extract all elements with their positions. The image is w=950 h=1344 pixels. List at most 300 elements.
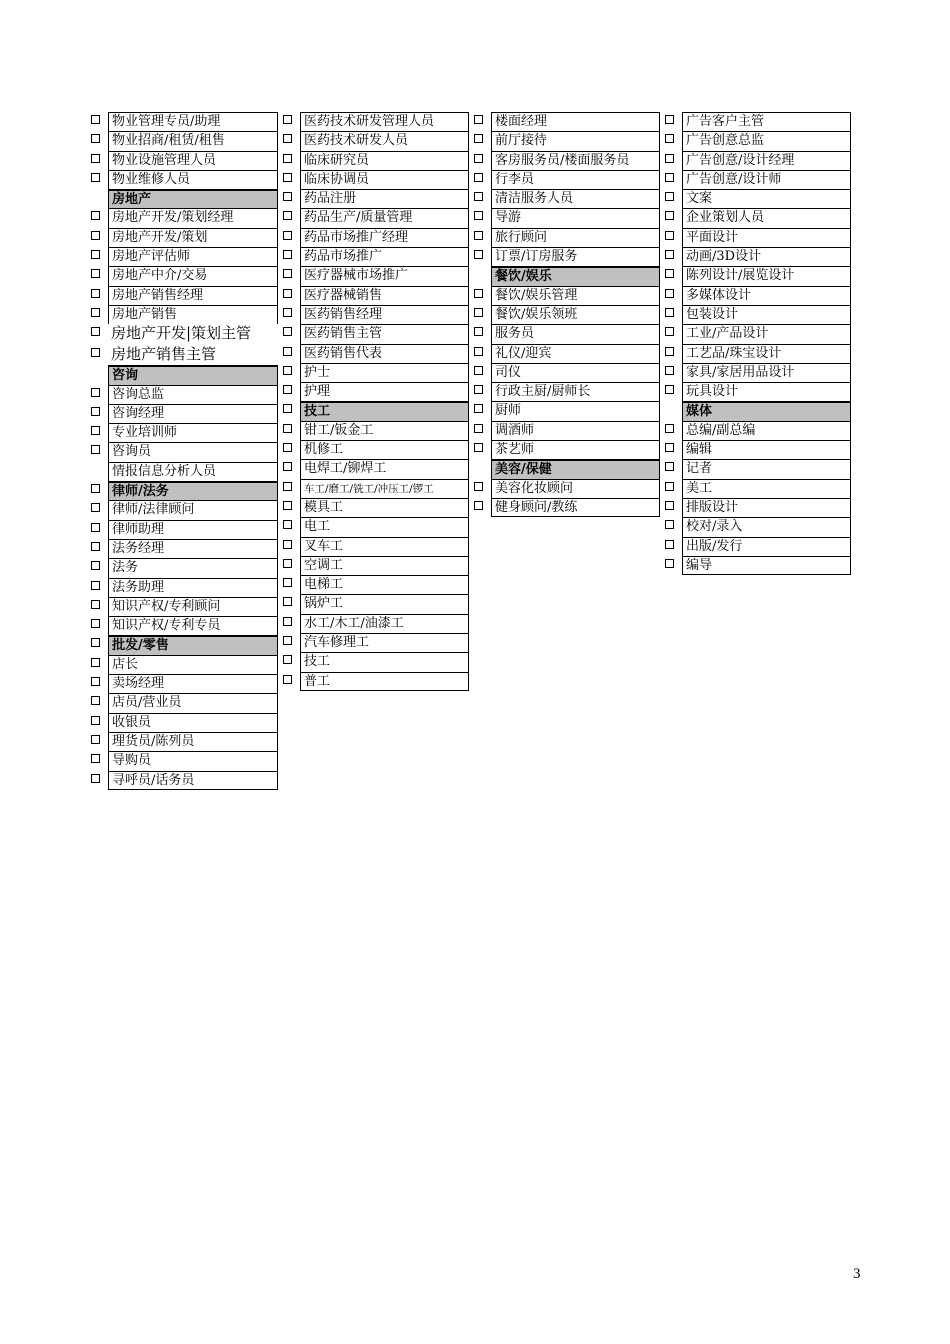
checkbox[interactable] [665, 366, 674, 375]
job-option-label: 前厅接待 [491, 131, 660, 150]
checkbox[interactable] [91, 716, 100, 725]
job-option-label: 咨询员 [108, 442, 278, 461]
checkbox[interactable] [665, 154, 674, 163]
job-option-row[interactable] [300, 208, 469, 227]
job-option-label: 排版设计 [682, 498, 851, 517]
checkbox[interactable] [283, 462, 292, 471]
checkbox[interactable] [91, 561, 100, 570]
job-option-row[interactable] [108, 597, 278, 616]
job-option-row[interactable] [300, 537, 469, 556]
job-option-label: 服务员 [491, 324, 660, 343]
job-option-label: 法务助理 [108, 578, 278, 597]
checkbox[interactable] [283, 617, 292, 626]
checkbox[interactable] [91, 250, 100, 259]
job-option-row[interactable] [682, 151, 851, 170]
job-option-row[interactable] [300, 228, 469, 247]
checkbox[interactable] [474, 404, 483, 413]
checkbox[interactable] [283, 347, 292, 356]
checkbox[interactable] [665, 211, 674, 220]
job-option-row[interactable] [300, 151, 469, 170]
checkbox[interactable] [474, 501, 483, 510]
checkbox[interactable] [91, 484, 100, 493]
job-option-row[interactable] [300, 112, 469, 131]
checkbox[interactable] [665, 173, 674, 182]
job-option-row[interactable] [108, 345, 278, 366]
category-header-label: 餐饮/娱乐 [491, 266, 660, 285]
job-option-row[interactable] [682, 382, 851, 401]
checkbox[interactable] [283, 115, 292, 124]
job-option-row[interactable] [108, 324, 278, 345]
job-option-row[interactable] [108, 520, 278, 539]
checkbox[interactable] [283, 443, 292, 452]
checkbox[interactable] [474, 385, 483, 394]
job-option-label: 临床协调员 [300, 170, 469, 189]
job-option-row[interactable] [300, 305, 469, 324]
job-option-row[interactable] [108, 112, 278, 131]
job-option-label: 导购员 [108, 751, 278, 770]
checkbox[interactable] [91, 348, 100, 357]
job-option-label: 订票/订房服务 [491, 247, 660, 266]
job-option-row[interactable] [300, 633, 469, 652]
job-option-row[interactable] [300, 652, 469, 671]
checkbox[interactable] [665, 501, 674, 510]
job-option-row[interactable] [682, 517, 851, 536]
job-option-label: 广告创意/设计经理 [682, 151, 851, 170]
job-option-label: 机修工 [300, 440, 469, 459]
job-option-row[interactable] [300, 363, 469, 382]
job-option-row[interactable] [300, 672, 469, 691]
checkbox[interactable] [283, 173, 292, 182]
checkbox[interactable] [283, 482, 292, 491]
job-option-label: 礼仪/迎宾 [491, 344, 660, 363]
checkbox[interactable] [665, 482, 674, 491]
job-option-row[interactable] [300, 324, 469, 343]
category-header-row[interactable] [300, 401, 469, 420]
job-option-label: 电梯工 [300, 575, 469, 594]
job-option-row[interactable] [108, 500, 278, 519]
job-option-row[interactable] [108, 131, 278, 150]
job-option-row[interactable] [491, 208, 660, 227]
job-option-row[interactable] [491, 440, 660, 459]
job-option-row[interactable] [300, 459, 469, 478]
checkbox[interactable] [665, 540, 674, 549]
job-option-label: 家具/家居用品设计 [682, 363, 851, 382]
job-option-row[interactable] [108, 442, 278, 461]
checkbox[interactable] [665, 134, 674, 143]
job-option-row[interactable] [682, 498, 851, 517]
checkbox[interactable] [283, 404, 292, 413]
job-option-row[interactable] [108, 693, 278, 712]
checkbox[interactable] [91, 445, 100, 454]
category-header-label: 房地产 [108, 189, 278, 208]
category-header-row[interactable] [108, 635, 278, 654]
checkbox[interactable] [474, 211, 483, 220]
job-option-row[interactable] [300, 594, 469, 613]
job-option-label: 店长 [108, 655, 278, 674]
job-option-row[interactable] [108, 674, 278, 693]
checkbox[interactable] [91, 308, 100, 317]
job-option-row[interactable] [108, 732, 278, 751]
checkbox[interactable] [283, 501, 292, 510]
job-option-label: 专业培训师 [108, 423, 278, 442]
checkbox[interactable] [474, 173, 483, 182]
checkbox[interactable] [474, 424, 483, 433]
job-option-label: 理货员/陈列员 [108, 732, 278, 751]
job-option-label: 动画/3D设计 [682, 247, 851, 266]
job-option-row[interactable] [300, 498, 469, 517]
checkbox[interactable] [91, 619, 100, 628]
checkbox[interactable] [665, 192, 674, 201]
job-option-label: 编辑 [682, 440, 851, 459]
job-option-label: 房地产开发|策划主管 [111, 324, 252, 343]
checkbox[interactable] [474, 327, 483, 336]
job-option-row[interactable] [300, 170, 469, 189]
checkbox[interactable] [283, 655, 292, 664]
checkbox[interactable] [665, 231, 674, 240]
checkbox[interactable] [283, 211, 292, 220]
job-option-row[interactable] [491, 305, 660, 324]
job-option-label: 玩具设计 [682, 382, 851, 401]
job-option-label: 店员/营业员 [108, 693, 278, 712]
checkbox[interactable] [474, 347, 483, 356]
job-option-row[interactable] [108, 751, 278, 770]
job-option-row[interactable] [108, 558, 278, 577]
job-option-label: 护理 [300, 382, 469, 401]
job-option-row[interactable] [300, 556, 469, 575]
job-option-row[interactable] [682, 479, 851, 498]
job-option-label: 钳工/钣金工 [300, 421, 469, 440]
checkbox[interactable] [665, 269, 674, 278]
job-option-row[interactable] [300, 517, 469, 536]
job-option-row[interactable] [682, 112, 851, 131]
checkbox[interactable] [283, 675, 292, 684]
job-option-label: 房地产销售 [108, 305, 278, 324]
job-option-row[interactable] [682, 459, 851, 478]
job-option-row[interactable] [491, 401, 660, 420]
job-option-row[interactable] [108, 539, 278, 558]
job-option-label: 餐饮/娱乐领班 [491, 305, 660, 324]
job-option-label: 旅行顾问 [491, 228, 660, 247]
checkbox[interactable] [665, 347, 674, 356]
job-option-row[interactable] [682, 131, 851, 150]
job-option-label: 医药技术研发管理人员 [300, 112, 469, 131]
job-option-row[interactable] [491, 247, 660, 266]
checkbox[interactable] [91, 327, 100, 336]
job-option-label: 房地产中介/交易 [108, 266, 278, 285]
checkbox[interactable] [283, 231, 292, 240]
checkbox[interactable] [474, 366, 483, 375]
category-header-label: 批发/零售 [108, 635, 278, 654]
job-option-label: 导游 [491, 208, 660, 227]
checkbox[interactable] [91, 426, 100, 435]
job-option-row[interactable] [108, 771, 278, 790]
category-header-label: 咨询 [108, 365, 278, 384]
job-option-row[interactable] [682, 286, 851, 305]
checkbox[interactable] [283, 520, 292, 529]
checkbox[interactable] [91, 735, 100, 744]
job-option-row[interactable] [491, 228, 660, 247]
job-option-row[interactable] [300, 131, 469, 150]
checkbox[interactable] [665, 327, 674, 336]
checkbox[interactable] [91, 658, 100, 667]
job-option-row[interactable] [108, 385, 278, 404]
job-option-row[interactable] [682, 228, 851, 247]
checkbox[interactable] [91, 173, 100, 182]
category-header-label: 媒体 [682, 401, 851, 420]
checkbox[interactable] [283, 366, 292, 375]
checkbox[interactable] [283, 192, 292, 201]
checkbox[interactable] [474, 289, 483, 298]
checkbox[interactable] [91, 115, 100, 124]
checkbox[interactable] [91, 774, 100, 783]
checkbox[interactable] [474, 231, 483, 240]
job-category-column-1 [108, 112, 278, 790]
checkbox[interactable] [665, 443, 674, 452]
checkbox[interactable] [91, 231, 100, 240]
job-option-label: 企业策划人员 [682, 208, 851, 227]
job-option-row[interactable] [108, 151, 278, 170]
job-option-label: 记者 [682, 459, 851, 478]
job-option-row[interactable] [491, 344, 660, 363]
checkbox[interactable] [91, 134, 100, 143]
checkbox[interactable] [665, 250, 674, 259]
job-option-row [108, 462, 278, 481]
checkbox[interactable] [283, 540, 292, 549]
checkbox[interactable] [91, 154, 100, 163]
job-option-label: 总编/副总编 [682, 421, 851, 440]
job-option-label: 行政主厨/厨师长 [491, 382, 660, 401]
job-option-label: 医疗器械销售 [300, 286, 469, 305]
job-option-row[interactable] [300, 421, 469, 440]
job-option-row[interactable] [108, 266, 278, 285]
job-option-label: 房地产开发/策划 [108, 228, 278, 247]
job-option-row[interactable] [300, 247, 469, 266]
checkbox[interactable] [474, 482, 483, 491]
checkbox[interactable] [283, 636, 292, 645]
checkbox[interactable] [91, 638, 100, 647]
job-option-label: 编导 [682, 556, 851, 575]
job-option-label: 广告客户主管 [682, 112, 851, 131]
checkbox[interactable] [91, 503, 100, 512]
job-option-label: 物业招商/租赁/租售 [108, 131, 278, 150]
checkbox[interactable] [665, 424, 674, 433]
job-option-row[interactable] [682, 266, 851, 285]
checkbox[interactable] [91, 677, 100, 686]
job-option-row[interactable] [300, 344, 469, 363]
job-option-row[interactable] [682, 440, 851, 459]
job-option-row[interactable] [682, 363, 851, 382]
job-option-row[interactable] [108, 286, 278, 305]
category-header-label: 技工 [300, 401, 469, 420]
job-option-label: 工业/产品设计 [682, 324, 851, 343]
job-option-row[interactable] [491, 151, 660, 170]
checkbox[interactable] [283, 289, 292, 298]
job-option-label: 车工/磨工/铣工/冲压工/锣工 [300, 479, 469, 498]
checkbox[interactable] [665, 115, 674, 124]
checkbox[interactable] [91, 581, 100, 590]
checkbox[interactable] [283, 308, 292, 317]
checkbox[interactable] [283, 578, 292, 587]
checkbox[interactable] [474, 250, 483, 259]
job-option-label: 医药销售主管 [300, 324, 469, 343]
job-option-row[interactable] [108, 423, 278, 442]
job-option-label: 知识产权/专利顾问 [108, 597, 278, 616]
job-option-label: 广告创意/设计师 [682, 170, 851, 189]
checkbox[interactable] [91, 696, 100, 705]
job-option-row[interactable] [682, 324, 851, 343]
job-option-label: 法务 [108, 558, 278, 577]
job-option-label: 健身顾问/教练 [491, 498, 660, 517]
job-option-label: 物业管理专员/助理 [108, 112, 278, 131]
job-option-label: 陈列设计/展览设计 [682, 266, 851, 285]
checkbox[interactable] [283, 250, 292, 259]
job-option-label: 律师/法律顾问 [108, 500, 278, 519]
job-option-label: 药品市场推广 [300, 247, 469, 266]
checkbox[interactable] [283, 424, 292, 433]
job-category-column-4 [682, 112, 851, 575]
job-option-label: 药品市场推广经理 [300, 228, 469, 247]
checkbox[interactable] [283, 327, 292, 336]
job-option-row[interactable] [491, 382, 660, 401]
job-option-row[interactable] [682, 189, 851, 208]
job-option-row[interactable] [491, 421, 660, 440]
job-option-row[interactable] [108, 305, 278, 324]
checkbox[interactable] [665, 520, 674, 529]
job-category-column-3 [491, 112, 660, 517]
job-option-row[interactable] [108, 578, 278, 597]
category-header-row[interactable] [108, 481, 278, 500]
page-number: 3 [853, 1266, 861, 1282]
job-option-label: 法务经理 [108, 539, 278, 558]
job-option-row[interactable] [682, 208, 851, 227]
job-option-label: 餐饮/娱乐管理 [491, 286, 660, 305]
job-option-row[interactable] [682, 537, 851, 556]
job-option-row[interactable] [300, 614, 469, 633]
job-option-label: 锅炉工 [300, 594, 469, 613]
checkbox[interactable] [283, 597, 292, 606]
checkbox[interactable] [474, 154, 483, 163]
job-option-label: 校对/录入 [682, 517, 851, 536]
checkbox[interactable] [91, 407, 100, 416]
job-option-label: 律师助理 [108, 520, 278, 539]
job-option-row[interactable] [491, 170, 660, 189]
checkbox[interactable] [91, 211, 100, 220]
job-option-label: 行李员 [491, 170, 660, 189]
job-option-row[interactable] [300, 440, 469, 459]
checkbox[interactable] [474, 134, 483, 143]
job-option-label: 广告创意总监 [682, 131, 851, 150]
job-option-label: 包装设计 [682, 305, 851, 324]
job-option-label: 司仪 [491, 363, 660, 382]
job-option-row[interactable] [491, 363, 660, 382]
job-option-row[interactable] [108, 655, 278, 674]
checkbox[interactable] [665, 289, 674, 298]
job-option-row[interactable] [491, 189, 660, 208]
checkbox[interactable] [665, 559, 674, 568]
job-option-row[interactable] [300, 479, 469, 498]
job-option-label: 卖场经理 [108, 674, 278, 693]
job-option-row[interactable] [300, 575, 469, 594]
checkbox[interactable] [283, 269, 292, 278]
job-option-row[interactable] [108, 713, 278, 732]
job-option-label: 情报信息分析人员 [108, 462, 278, 481]
checkbox[interactable] [91, 754, 100, 763]
checkbox[interactable] [91, 388, 100, 397]
job-option-label: 出版/发行 [682, 537, 851, 556]
checkbox[interactable] [91, 289, 100, 298]
job-option-label: 模具工 [300, 498, 469, 517]
category-header-label: 律师/法务 [108, 481, 278, 500]
checkbox[interactable] [665, 308, 674, 317]
job-option-label: 水工/木工/油漆工 [300, 614, 469, 633]
category-header-row [491, 459, 660, 478]
job-option-row[interactable] [491, 131, 660, 150]
job-option-label: 房地产评估师 [108, 247, 278, 266]
job-option-row[interactable] [682, 421, 851, 440]
checkbox[interactable] [665, 462, 674, 471]
checkbox[interactable] [91, 523, 100, 532]
job-option-row[interactable] [491, 286, 660, 305]
category-header-label: 美容/保健 [491, 459, 660, 478]
checkbox[interactable] [665, 385, 674, 394]
job-option-label: 咨询经理 [108, 404, 278, 423]
job-option-label: 普工 [300, 672, 469, 691]
checkbox[interactable] [474, 443, 483, 452]
job-option-label: 调酒师 [491, 421, 660, 440]
checkbox[interactable] [91, 600, 100, 609]
job-option-row[interactable] [108, 247, 278, 266]
checkbox[interactable] [474, 115, 483, 124]
job-option-row[interactable] [682, 305, 851, 324]
job-option-row[interactable] [300, 266, 469, 285]
job-option-row[interactable] [682, 170, 851, 189]
job-option-label: 房地产销售经理 [108, 286, 278, 305]
checkbox[interactable] [283, 154, 292, 163]
job-option-label: 房地产开发/策划经理 [108, 208, 278, 227]
job-option-label: 文案 [682, 189, 851, 208]
job-option-row[interactable] [108, 170, 278, 189]
checkbox[interactable] [474, 192, 483, 201]
job-option-row[interactable] [300, 286, 469, 305]
category-header-row [682, 401, 851, 420]
category-header-row [108, 365, 278, 384]
job-option-label: 临床研究员 [300, 151, 469, 170]
checkbox[interactable] [283, 559, 292, 568]
job-option-row[interactable] [108, 404, 278, 423]
job-option-row[interactable] [682, 556, 851, 575]
job-option-row[interactable] [682, 344, 851, 363]
job-option-row[interactable] [108, 616, 278, 635]
job-option-row[interactable] [491, 479, 660, 498]
job-option-label: 咨询总监 [108, 385, 278, 404]
job-option-row[interactable] [108, 208, 278, 227]
checkbox[interactable] [474, 308, 483, 317]
checkbox[interactable] [91, 542, 100, 551]
job-option-label: 知识产权/专利专员 [108, 616, 278, 635]
job-option-label: 汽车修理工 [300, 633, 469, 652]
job-option-label: 美容化妆顾问 [491, 479, 660, 498]
job-option-row[interactable] [682, 247, 851, 266]
checkbox[interactable] [283, 385, 292, 394]
job-option-row[interactable] [108, 228, 278, 247]
checkbox[interactable] [283, 134, 292, 143]
job-option-row[interactable] [491, 112, 660, 131]
checkbox[interactable] [91, 269, 100, 278]
job-option-row[interactable] [491, 324, 660, 343]
job-option-row[interactable] [300, 382, 469, 401]
job-option-row[interactable] [491, 498, 660, 517]
job-option-row[interactable] [300, 189, 469, 208]
